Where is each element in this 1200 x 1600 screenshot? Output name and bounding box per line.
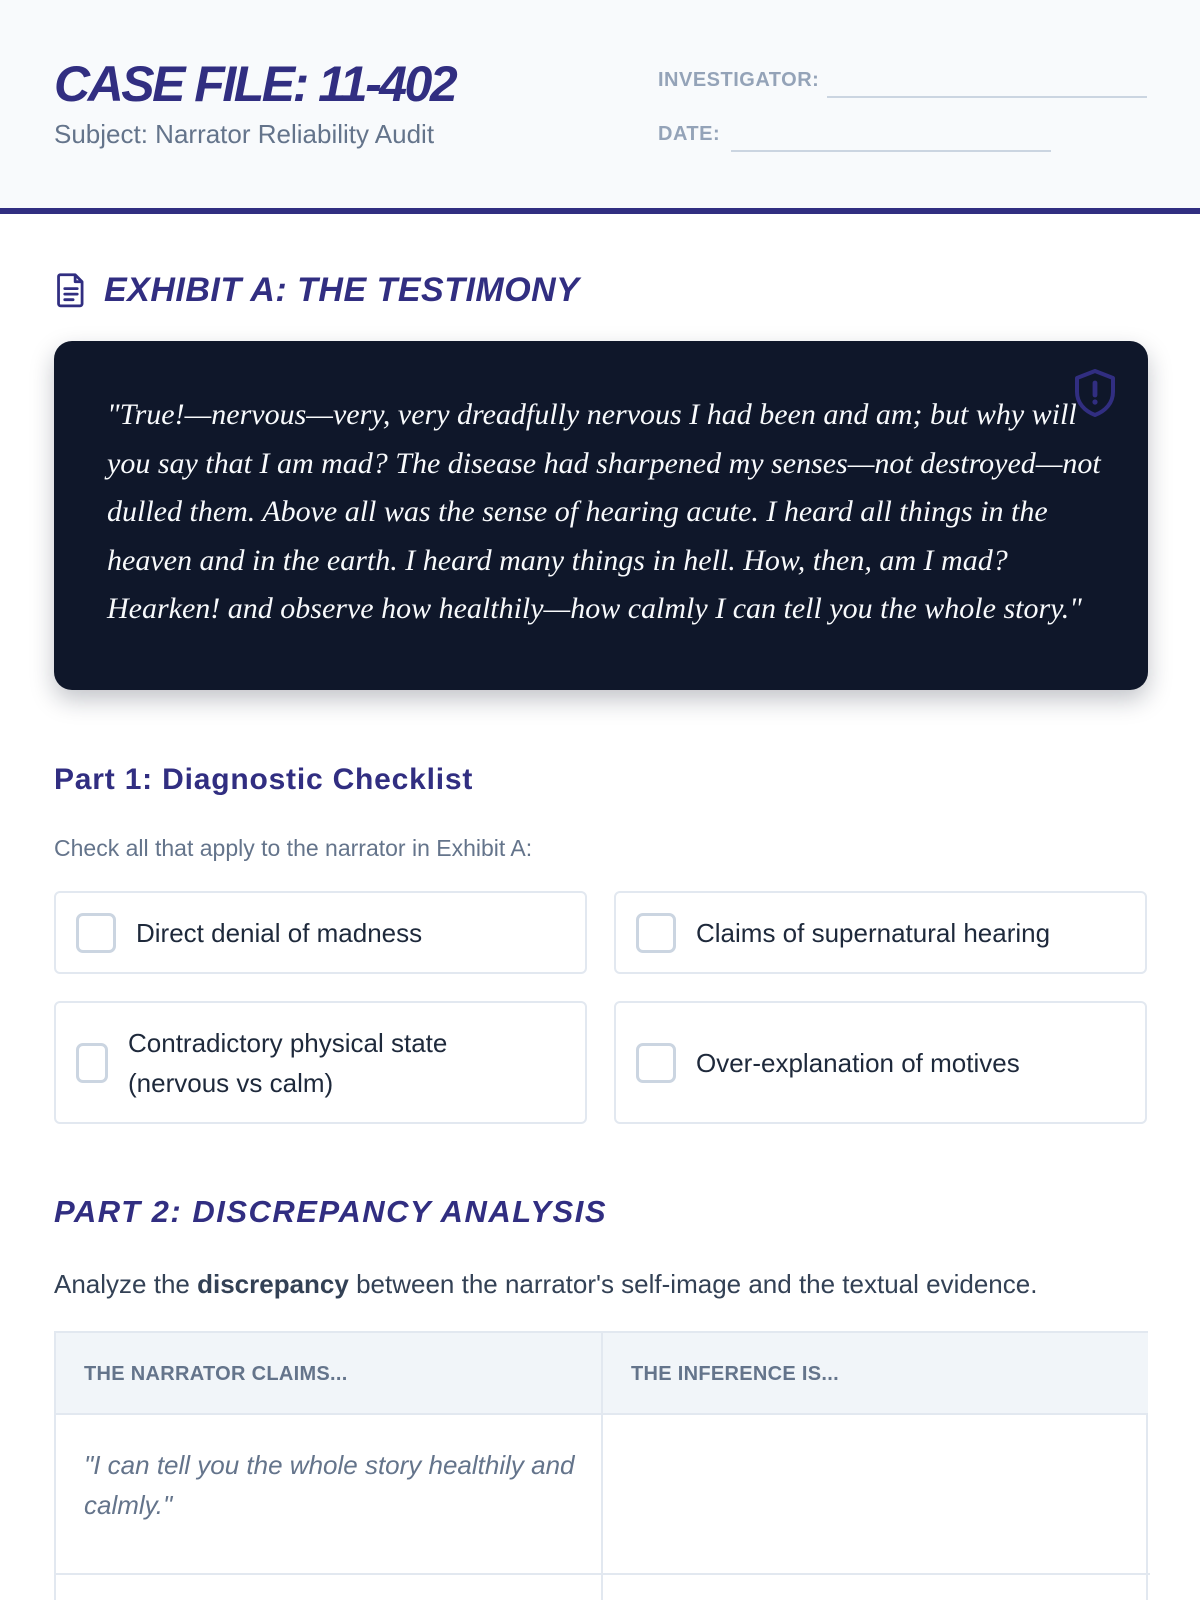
column-header-inference: THE INFERENCE IS... bbox=[603, 1333, 1148, 1415]
date-label: DATE: bbox=[658, 123, 721, 145]
row-divider bbox=[56, 1573, 1150, 1575]
checklist-instruction: Check all that apply to the narrator in Exhibit A: bbox=[54, 835, 533, 861]
table-cell-claim: "I can tell you the whole story healthily and calmly." bbox=[84, 1450, 575, 1520]
discrepancy-table bbox=[54, 1331, 1148, 1600]
analysis-instruction bbox=[54, 1268, 1037, 1300]
column-header-claims: THE NARRATOR CLAIMS... bbox=[56, 1333, 601, 1415]
case-header bbox=[0, 0, 1200, 214]
investigator-field[interactable] bbox=[827, 96, 1147, 98]
checklist-item-label: Direct denial of madness bbox=[136, 917, 423, 948]
document-icon bbox=[54, 272, 88, 308]
testimony-quote-box bbox=[54, 341, 1148, 690]
checklist-item-denial[interactable] bbox=[54, 891, 587, 974]
analysis-text-start: Analyze the bbox=[54, 1269, 198, 1299]
checklist-item-label: Over-explanation of motives bbox=[696, 1047, 1020, 1078]
analysis-text-end: between the narrator's self-image and the textual evidence. bbox=[348, 1269, 1038, 1299]
checkbox[interactable] bbox=[76, 1043, 108, 1083]
checklist-item-label: Contradictory physical state (nervous vs calm) bbox=[128, 1027, 448, 1098]
checkbox[interactable] bbox=[76, 913, 116, 953]
table-cell-inference[interactable] bbox=[603, 1417, 1148, 1573]
checklist-item-motives[interactable] bbox=[614, 1001, 1147, 1124]
checklist-item-contradiction[interactable] bbox=[54, 1001, 587, 1124]
exhibit-title: EXHIBIT A: THE TESTIMONY bbox=[104, 270, 580, 309]
checkbox[interactable] bbox=[636, 913, 676, 953]
part2-title: PART 2: DISCREPANCY ANALYSIS bbox=[54, 1194, 608, 1229]
case-title: CASE FILE: 11-402 bbox=[54, 56, 456, 112]
part1-title: Part 1: Diagnostic Checklist bbox=[54, 763, 474, 796]
investigator-label: INVESTIGATOR: bbox=[658, 69, 820, 91]
checklist-item-hearing[interactable] bbox=[614, 891, 1147, 974]
testimony-quote: "True!—nervous—very, very dreadfully nervous I had been and am; but why will you say that I am mad? The disease had sharpened my senses—not destroyed—not dulled them. Above all was the sense of hearing acute. I heard all things in the heaven and in the earth. I heard many things in hell. How, then, am I mad? Hearken! and observe how healthily—how calmly I can tell you the whole story." bbox=[107, 398, 1101, 625]
checkbox[interactable] bbox=[636, 1043, 676, 1083]
exhibit-heading bbox=[54, 268, 579, 312]
case-subject: Subject: Narrator Reliability Audit bbox=[54, 119, 435, 149]
analysis-keyword: discrepancy bbox=[197, 1269, 349, 1299]
date-field[interactable] bbox=[731, 150, 1051, 152]
checklist-item-label: Claims of supernatural hearing bbox=[696, 917, 1051, 948]
